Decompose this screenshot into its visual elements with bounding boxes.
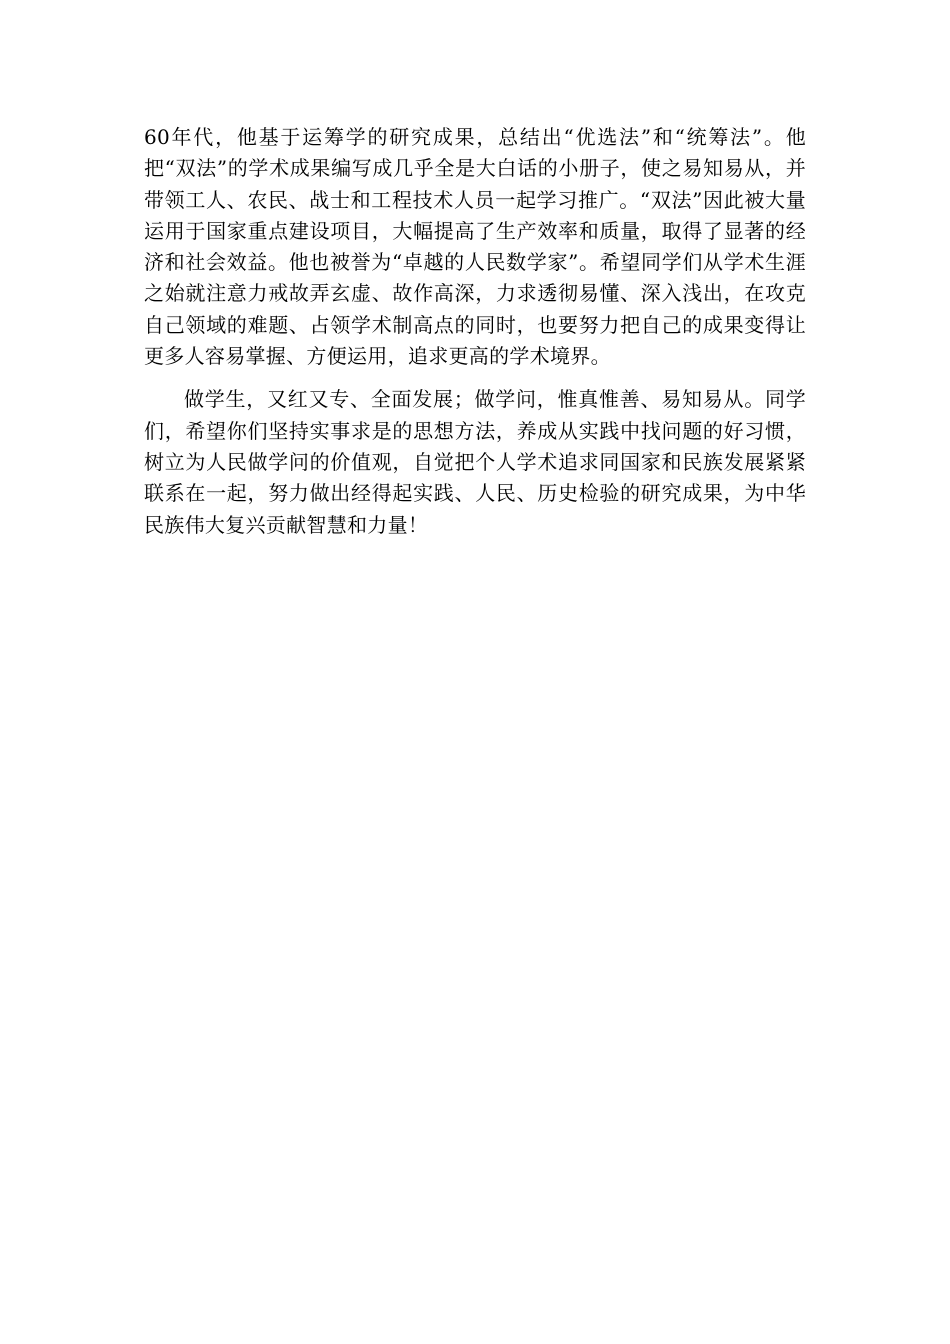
paragraph-closing: 做学生，又红又专、全面发展；做学问，惟真惟善、易知易从。同学们，希望你们坚持实事求是的思想方法，养成从实践中找问题的好习惯，树立为人民做学问的价值观，自觉把个人学术追求同国家和民族发展紧紧联系在一起，努力做出经得起实践、人民、历史检验的研究成果，为中华民族伟大复兴贡献智慧和力量！: [144, 387, 806, 537]
document-body: [144, 122, 806, 541]
paragraph-continuation: 60年代，他基于运筹学的研究成果，总结出“优选法”和“统筹法”。他把“双法”的学术成果编写成几乎全是大白话的小册子，使之易知易从，并带领工人、农民、战士和工程技术人员一起学习推广。“双法”因此被大量运用于国家重点建设项目，大幅提高了生产效率和质量，取得了显著的经济和社会效益。他也被誉为“卓越的人民数学家”。希望同学们从学术生涯之始就注意力戒故弄玄虚、故作高深，力求透彻易懂、深入浅出，在攻克自己领域的难题、占领学术制高点的同时，也要努力把自己的成果变得让更多人容易掌握、方便运用，追求更高的学术境界。: [144, 125, 806, 369]
